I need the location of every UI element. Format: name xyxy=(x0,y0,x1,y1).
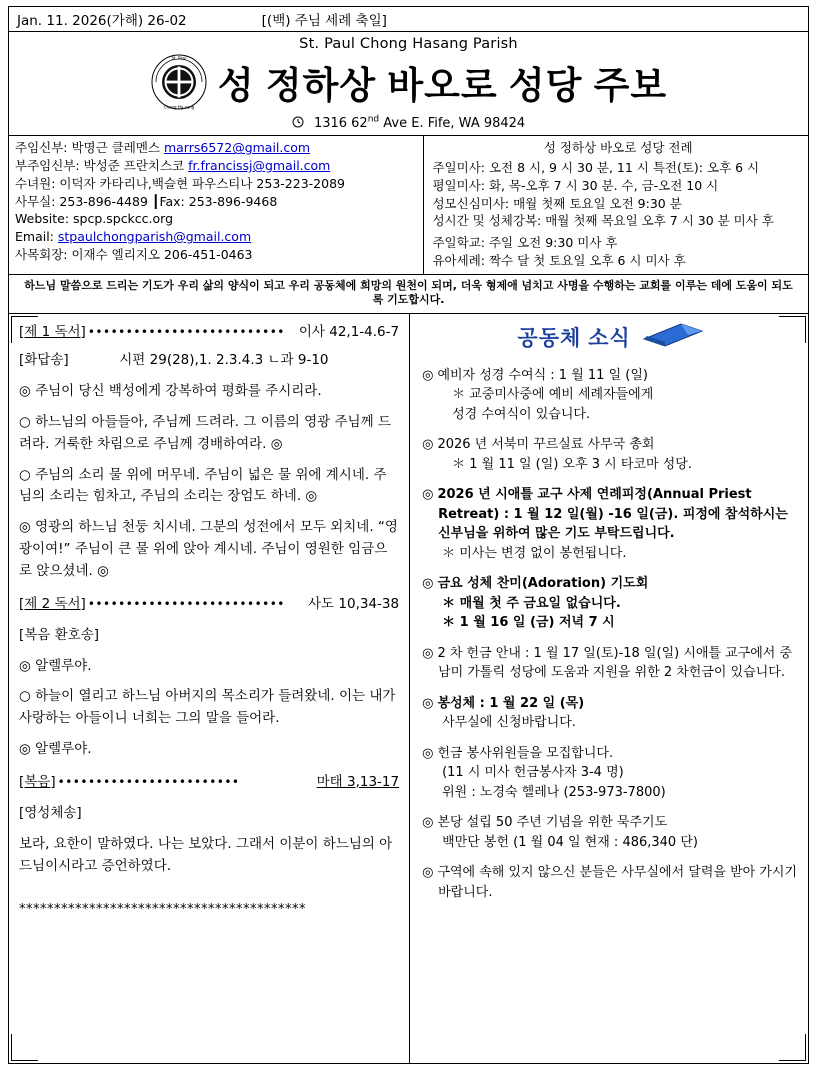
acclamation-line-2: ○ 하늘이 열리고 하느님 아버지의 목소리가 들려왔네. 이는 내가 사랑하는 아들이니 너희는 그의 말을 들어라. xyxy=(19,688,396,727)
news-column xyxy=(410,314,808,1063)
dot-leader: •••••••••••••••••••••••• xyxy=(57,775,240,790)
address-ordinal: nd xyxy=(367,115,380,125)
news-item-sub: ＊ 1 월 11 일 (일) 오후 3 시 타코마 성당. xyxy=(452,456,692,472)
schedule-sunday-school: 주일학교: 주일 오전 9:30 미사 후 xyxy=(432,235,618,251)
masthead-title-row xyxy=(9,53,808,111)
contact-row-pastor xyxy=(15,139,419,157)
communion-label: [영성체송] xyxy=(19,804,82,821)
news-item xyxy=(422,813,800,852)
parish-address xyxy=(9,115,808,132)
svg-text:St. Paul: St. Paul xyxy=(171,55,187,61)
feast-title: [(백) 주님 세례 축일] xyxy=(261,13,387,29)
contact-label: Email: xyxy=(15,229,54,245)
news-item-text: 2 차 헌금 안내 : 1 월 17 일(토)-18 일(일) 시애틀 교구에서 중남미 가톨릭 성당에 도움과 지원을 위한 2 차헌금이 있습니다. xyxy=(437,645,793,681)
news-item-sub: 사무실에 신청바랍니다. xyxy=(442,715,576,731)
issue-date: Jan. 11. 2026(가해) 26-02 xyxy=(17,13,187,29)
news-item xyxy=(422,485,800,563)
contact-row-website xyxy=(15,210,419,228)
news-item xyxy=(422,694,800,733)
liturgy-header: 성 정하상 바오로 성당 전례 xyxy=(543,140,693,156)
dot-leader: •••••••••••••••••••••••••• xyxy=(87,596,285,611)
separator-stars: ***************************************** xyxy=(19,902,306,918)
top-bar xyxy=(9,7,808,32)
first-reading-ref: 이사 42,1-4.6-7 xyxy=(298,324,400,341)
contact-row-email xyxy=(15,228,419,246)
bullet-icon: ◎ xyxy=(422,745,434,761)
acclamation-line-1: ◎ 알렐루야. xyxy=(19,657,92,674)
bullet-icon: ◎ xyxy=(422,487,434,503)
bullet-icon: ◎ xyxy=(422,437,434,453)
contact-label: 주임신부: 박명근 클레멘스 xyxy=(15,140,160,156)
prayer-intention-banner: 하느님 말씀으로 드리는 기도가 우리 삶의 양식이 되고 우리 공동체에 희망의 원천이 되며, 더욱 형제애 넘치고 사명을 수행하는 교회를 이루는 데에 도움이 되도록 기도합시다. xyxy=(9,275,808,315)
news-item-sub: (11 시 미사 헌금봉사자 3-4 명) xyxy=(442,765,624,781)
readings-column xyxy=(9,314,410,1063)
news-item xyxy=(422,574,800,633)
first-reading-head xyxy=(19,322,399,344)
news-item-sub: 위원 : 노경숙 헬레나 (253-973-7800) xyxy=(442,784,666,800)
bullet-icon: ◎ xyxy=(422,576,434,592)
contact-label: 사무실: 253-896-4489 ┃Fax: 253-896-9468 xyxy=(15,193,278,209)
address-text: 1316 62nd Ave E. Fife, WA 98424 xyxy=(313,115,526,132)
gospel-ref: 마태 3,13-17 xyxy=(316,774,400,791)
news-item-text: 2026 년 시애틀 교구 사제 연례피정(Annual Priest Retreat) : 1 월 12 일(월) -16 일(금). 피정에 참석하시는 신부님을 위하여 많은 기도 부탁드립니다. xyxy=(437,487,788,542)
dot-leader: •••••••••••••••••••••••••• xyxy=(87,325,285,340)
second-reading-label: [제 2 독서] xyxy=(19,595,86,612)
clock-icon xyxy=(292,116,304,132)
acclamation-line-3: ◎ 알렐루야. xyxy=(19,741,92,758)
news-item-text: 헌금 봉사위원들을 모집합니다. xyxy=(437,745,614,761)
corner-mark-bottom-left xyxy=(11,1034,38,1061)
parish-logo-icon xyxy=(150,53,208,111)
contact-row-convent xyxy=(15,175,419,193)
bulletin-frame xyxy=(8,6,809,1064)
news-item-text: 예비자 성경 수여식 : 1 월 11 일 (일) xyxy=(437,367,648,383)
contact-row-chair xyxy=(15,246,419,264)
schedule-sunday-mass: 주일미사: 오전 8 시, 9 시 30 분, 11 시 특전(토): 오후 6 시 xyxy=(432,160,760,176)
schedule-weekday-mass: 평일미사: 화, 목-오후 7 시 30 분. 수, 금-오전 10 시 xyxy=(432,177,719,193)
psalm-verse-2: ○ 주님의 소리 물 위에 머무네. 주님이 넓은 물 위에 계시네. 주님의 소리는 힘차고, 주님의 소리는 장엄도 하네. ◎ xyxy=(19,466,387,505)
contact-label: 사목회장: 이재수 엘리지오 206-451-0463 xyxy=(15,246,253,262)
contact-right xyxy=(424,136,808,273)
news-item-text: 본당 설립 50 주년 기념을 위한 묵주기도 xyxy=(437,815,668,831)
bullet-icon: ◎ xyxy=(422,645,434,661)
corner-mark-top-right xyxy=(779,316,806,343)
gospel-label: [복음] xyxy=(19,774,56,791)
megaphone-icon xyxy=(641,322,705,355)
contact-left xyxy=(9,136,424,273)
psalm-head xyxy=(19,350,399,372)
news-title: 공동체 소식 xyxy=(517,326,631,350)
news-item xyxy=(422,366,800,425)
news-item-text: 2026 년 서북미 꾸르실료 사무국 총회 xyxy=(437,437,655,453)
psalm-verse-1: ○ 하느님의 아들들아, 주님께 드려라. 그 이름의 영광 주님께 드려라. 거룩한 차림으로 주님께 경배하여라. ◎ xyxy=(19,413,391,452)
parish-name-en: St. Paul Chong Hasang Parish xyxy=(299,36,518,52)
psalm-response: ◎ 주님이 당신 백성에게 강복하여 평화를 주시리라. xyxy=(19,382,322,399)
news-item-sub: ＊ 미사는 변경 없이 봉헌됩니다. xyxy=(442,545,627,561)
svg-text:Chong Ha-sang: Chong Ha-sang xyxy=(163,104,195,110)
news-header xyxy=(422,322,800,355)
news-item xyxy=(422,644,800,683)
acclamation-label: [복음 환호송] xyxy=(19,626,100,643)
schedule-infant-baptism: 유아세례: 짝수 달 첫 토요일 오후 6 시 미사 후 xyxy=(432,252,686,268)
news-item-sub: 백만단 봉헌 (1 월 04 일 현재 : 486,340 단) xyxy=(442,834,698,850)
assistant-email-link[interactable]: fr.francissj@gmail.com xyxy=(188,158,331,174)
news-item-text: 구역에 속해 있지 않으신 분들은 사무실에서 달력을 받아 가시기 바랍니다. xyxy=(437,865,798,900)
bullet-icon: ◎ xyxy=(422,815,434,831)
parish-email-link[interactable]: stpaulchongparish@gmail.com xyxy=(57,229,252,245)
masthead xyxy=(9,32,808,136)
communion-verse: 보라, 요한이 말하였다. 나는 보았다. 그래서 이분이 하느님의 아드님이시라고 증언하였다. xyxy=(19,835,393,874)
psalm-label: [화답송] xyxy=(19,352,69,369)
parish-name-ko: 성 정하상 바오로 성당 주보 xyxy=(217,65,668,106)
bullet-icon: ◎ xyxy=(422,695,434,711)
bullet-icon: ◎ xyxy=(422,367,434,383)
psalm-ref: 시편 29(28),1. 2.3.4.3 ㄴ과 9-10 xyxy=(119,352,329,369)
contact-block xyxy=(9,136,808,274)
contact-label: Website: spcp.spckcc.org xyxy=(15,211,174,227)
contact-row-assistant xyxy=(15,157,419,175)
news-item-text: 봉성체 : 1 월 22 일 (목) xyxy=(437,695,585,711)
news-item-sub: ＊ 교중미사중에 예비 세례자들에게 xyxy=(452,387,654,403)
pastor-email-link[interactable]: marrs6572@gmail.com xyxy=(163,140,311,156)
news-item-text: 금요 성체 찬미(Adoration) 기도회 xyxy=(437,576,649,592)
psalm-verse-3: ◎ 영광의 하느님 천둥 치시네. 그분의 성전에서 모두 외치네. “영광이여!” 주님이 큰 물 위에 앉아 계시네. 주님이 영원한 임금으로 앉으셨네. ◎ xyxy=(19,519,398,579)
schedule-holy-hour: 성시간 및 성체강복: 매월 첫째 목요일 오후 7 시 30 분 미사 후 xyxy=(432,213,774,229)
first-reading-label: [제 1 독서] xyxy=(19,324,86,341)
news-item-sub: ＊ 1 월 16 일 (금) 저녁 7 시 xyxy=(442,615,615,631)
gospel-head xyxy=(19,772,399,794)
bullet-icon: ◎ xyxy=(422,865,434,881)
corner-mark-bottom-right xyxy=(779,1034,806,1061)
content-columns xyxy=(9,314,808,1063)
news-item-sub: ＊ 매월 첫 주 금요일 없습니다. xyxy=(442,595,621,611)
contact-label: 수녀원: 이덕자 카타리나,백슬현 파우스티나 253-223-2089 xyxy=(15,175,345,191)
contact-label: 부주임신부: 박성준 프란치스코 xyxy=(15,158,185,174)
corner-mark-top-left xyxy=(11,316,38,343)
news-item xyxy=(422,744,800,803)
second-reading-head xyxy=(19,594,399,616)
schedule-marian-mass: 성모신심미사: 매월 첫째 토요일 오전 9:30 분 xyxy=(432,195,682,211)
news-item xyxy=(422,863,800,902)
news-item-sub: 성경 수여식이 있습니다. xyxy=(452,406,591,422)
news-item xyxy=(422,435,800,474)
contact-row-office xyxy=(15,193,419,211)
second-reading-ref: 사도 10,34-38 xyxy=(308,595,400,612)
